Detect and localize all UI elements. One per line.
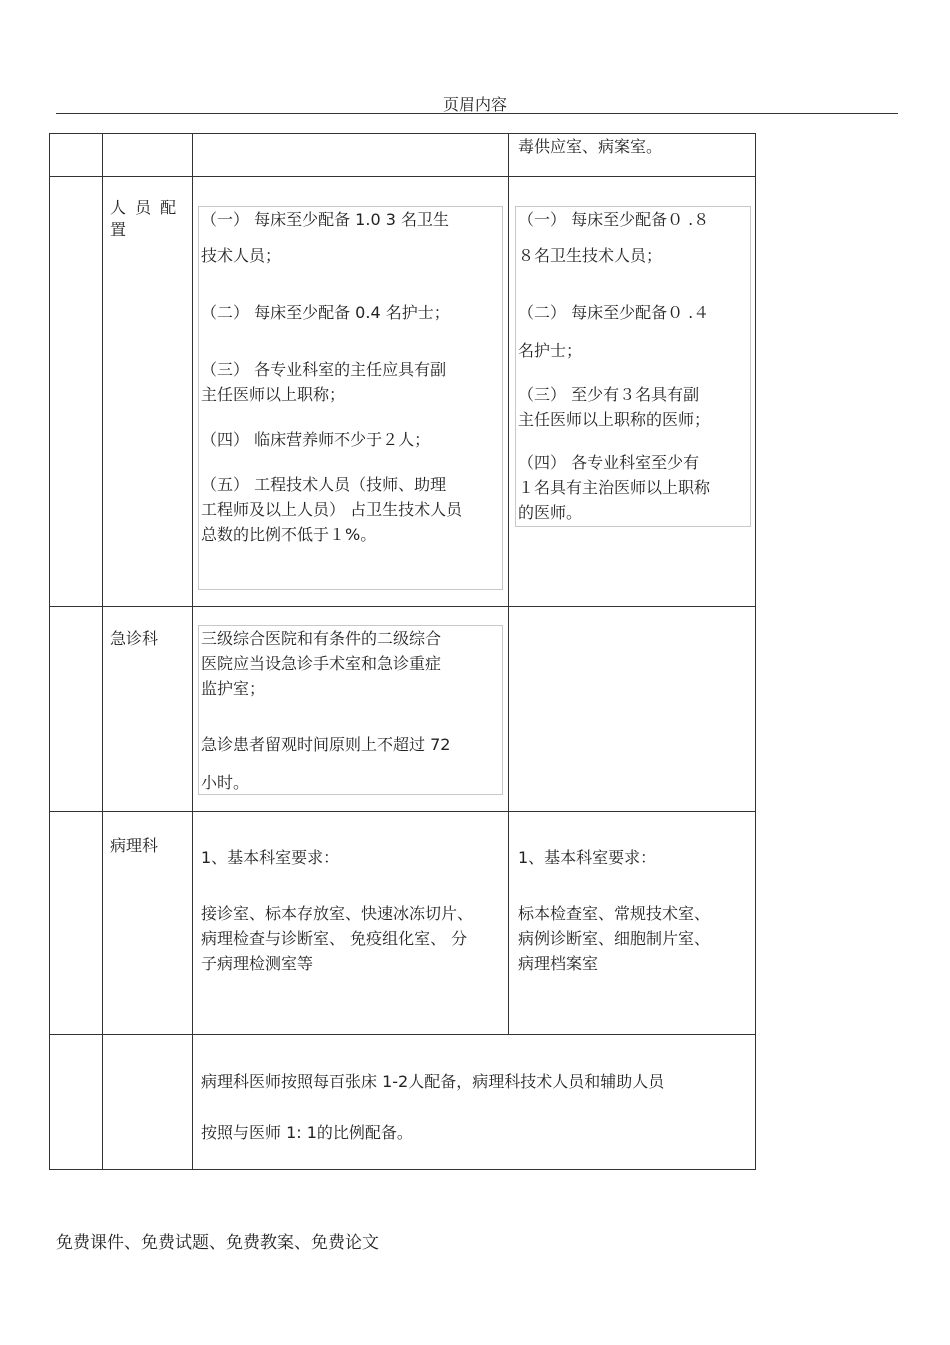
row-divider-3 bbox=[50, 811, 755, 812]
staffing-tertiary-box bbox=[198, 206, 503, 590]
staffing-s-line6: 主任医师以上职称的医师； bbox=[518, 410, 711, 429]
header-rule bbox=[56, 113, 898, 114]
row-divider-1 bbox=[50, 176, 755, 177]
pathology-t-line1: 接诊室、标本存放室、快速冰冻切片、 bbox=[201, 904, 474, 923]
col-divider-3 bbox=[508, 134, 509, 1034]
emergency-line3: 监护室； bbox=[201, 679, 266, 698]
staffing-label-line1: 人 员 配 bbox=[110, 198, 179, 217]
row0-col4-text: 毒供应室、病案室。 bbox=[518, 137, 663, 156]
pathology-staff-line2: 按照与医师 1: 1的比例配备。 bbox=[201, 1123, 413, 1142]
pathology-label: 病理科 bbox=[110, 836, 159, 855]
emergency-line4: 急诊患者留观时间原则上不超过 72 bbox=[201, 735, 451, 754]
staffing-s-line3: （二） 每床至少配备０ .４ bbox=[518, 303, 710, 322]
staffing-label bbox=[110, 197, 190, 241]
emergency-line5: 小时。 bbox=[201, 773, 250, 792]
pathology-t-line2: 病理检查与诊断室、 免疫组化室、 分 bbox=[201, 929, 468, 948]
standards-table bbox=[49, 133, 756, 1170]
staffing-t-line9: 总数的比例不低于１%。 bbox=[201, 525, 377, 544]
col-divider-1 bbox=[102, 134, 103, 1169]
staffing-t-line3: （二） 每床至少配备 0.4 名护士； bbox=[201, 303, 450, 322]
page-footer: 免费课件、免费试题、免费教案、免费论文 bbox=[56, 1233, 379, 1253]
staffing-t-line7: （五） 工程技术人员（技师、助理 bbox=[201, 475, 447, 494]
emergency-box bbox=[198, 625, 503, 795]
pathology-s-line2: 病例诊断室、细胞制片室、 bbox=[518, 929, 711, 948]
pathology-t-line3: 子病理检测室等 bbox=[201, 954, 314, 973]
staffing-s-line9: 的医师。 bbox=[518, 503, 583, 522]
emergency-line2: 医院应当设急诊手术室和急诊重症 bbox=[201, 654, 442, 673]
staffing-secondary-box bbox=[515, 206, 751, 527]
pathology-s-line1: 标本检查室、常规技术室、 bbox=[518, 904, 711, 923]
emergency-line1: 三级综合医院和有条件的二级综合 bbox=[201, 629, 442, 648]
col-divider-2 bbox=[192, 134, 193, 1169]
pathology-t-title: 1、基本科室要求： bbox=[201, 848, 340, 867]
staffing-s-line7: （四） 各专业科室至少有 bbox=[518, 453, 700, 472]
staffing-s-line4: 名护士； bbox=[518, 341, 583, 360]
staffing-label-line2: 置 bbox=[110, 220, 127, 239]
staffing-s-line8: １名具有主治医师以上职称 bbox=[518, 478, 711, 497]
staffing-s-line2: ８名卫生技术人员； bbox=[518, 246, 663, 265]
staffing-t-line2: 技术人员； bbox=[201, 246, 282, 265]
pathology-staff-line1: 病理科医师按照每百张床 1-2人配备，病理科技术人员和辅助人员 bbox=[201, 1072, 665, 1091]
staffing-t-line8: 工程师及以上人员） 占卫生技术人员 bbox=[201, 500, 463, 519]
pathology-s-line3: 病理档案室 bbox=[518, 954, 599, 973]
page-header: 页眉内容 bbox=[442, 95, 507, 114]
staffing-t-line6: （四） 临床营养师不少于２人； bbox=[201, 430, 431, 449]
staffing-t-line1: （一） 每床至少配备 1.0 3 名卫生 bbox=[201, 210, 449, 229]
row-divider-2 bbox=[50, 606, 755, 607]
staffing-t-line4: （三） 各专业科室的主任应具有副 bbox=[201, 360, 447, 379]
emergency-label: 急诊科 bbox=[110, 629, 159, 648]
staffing-t-line5: 主任医师以上职称； bbox=[201, 385, 346, 404]
staffing-s-line1: （一） 每床至少配备０ .８ bbox=[518, 210, 710, 229]
row-divider-4 bbox=[50, 1034, 755, 1035]
pathology-s-title: 1、基本科室要求： bbox=[518, 848, 657, 867]
staffing-s-line5: （三） 至少有３名具有副 bbox=[518, 385, 700, 404]
